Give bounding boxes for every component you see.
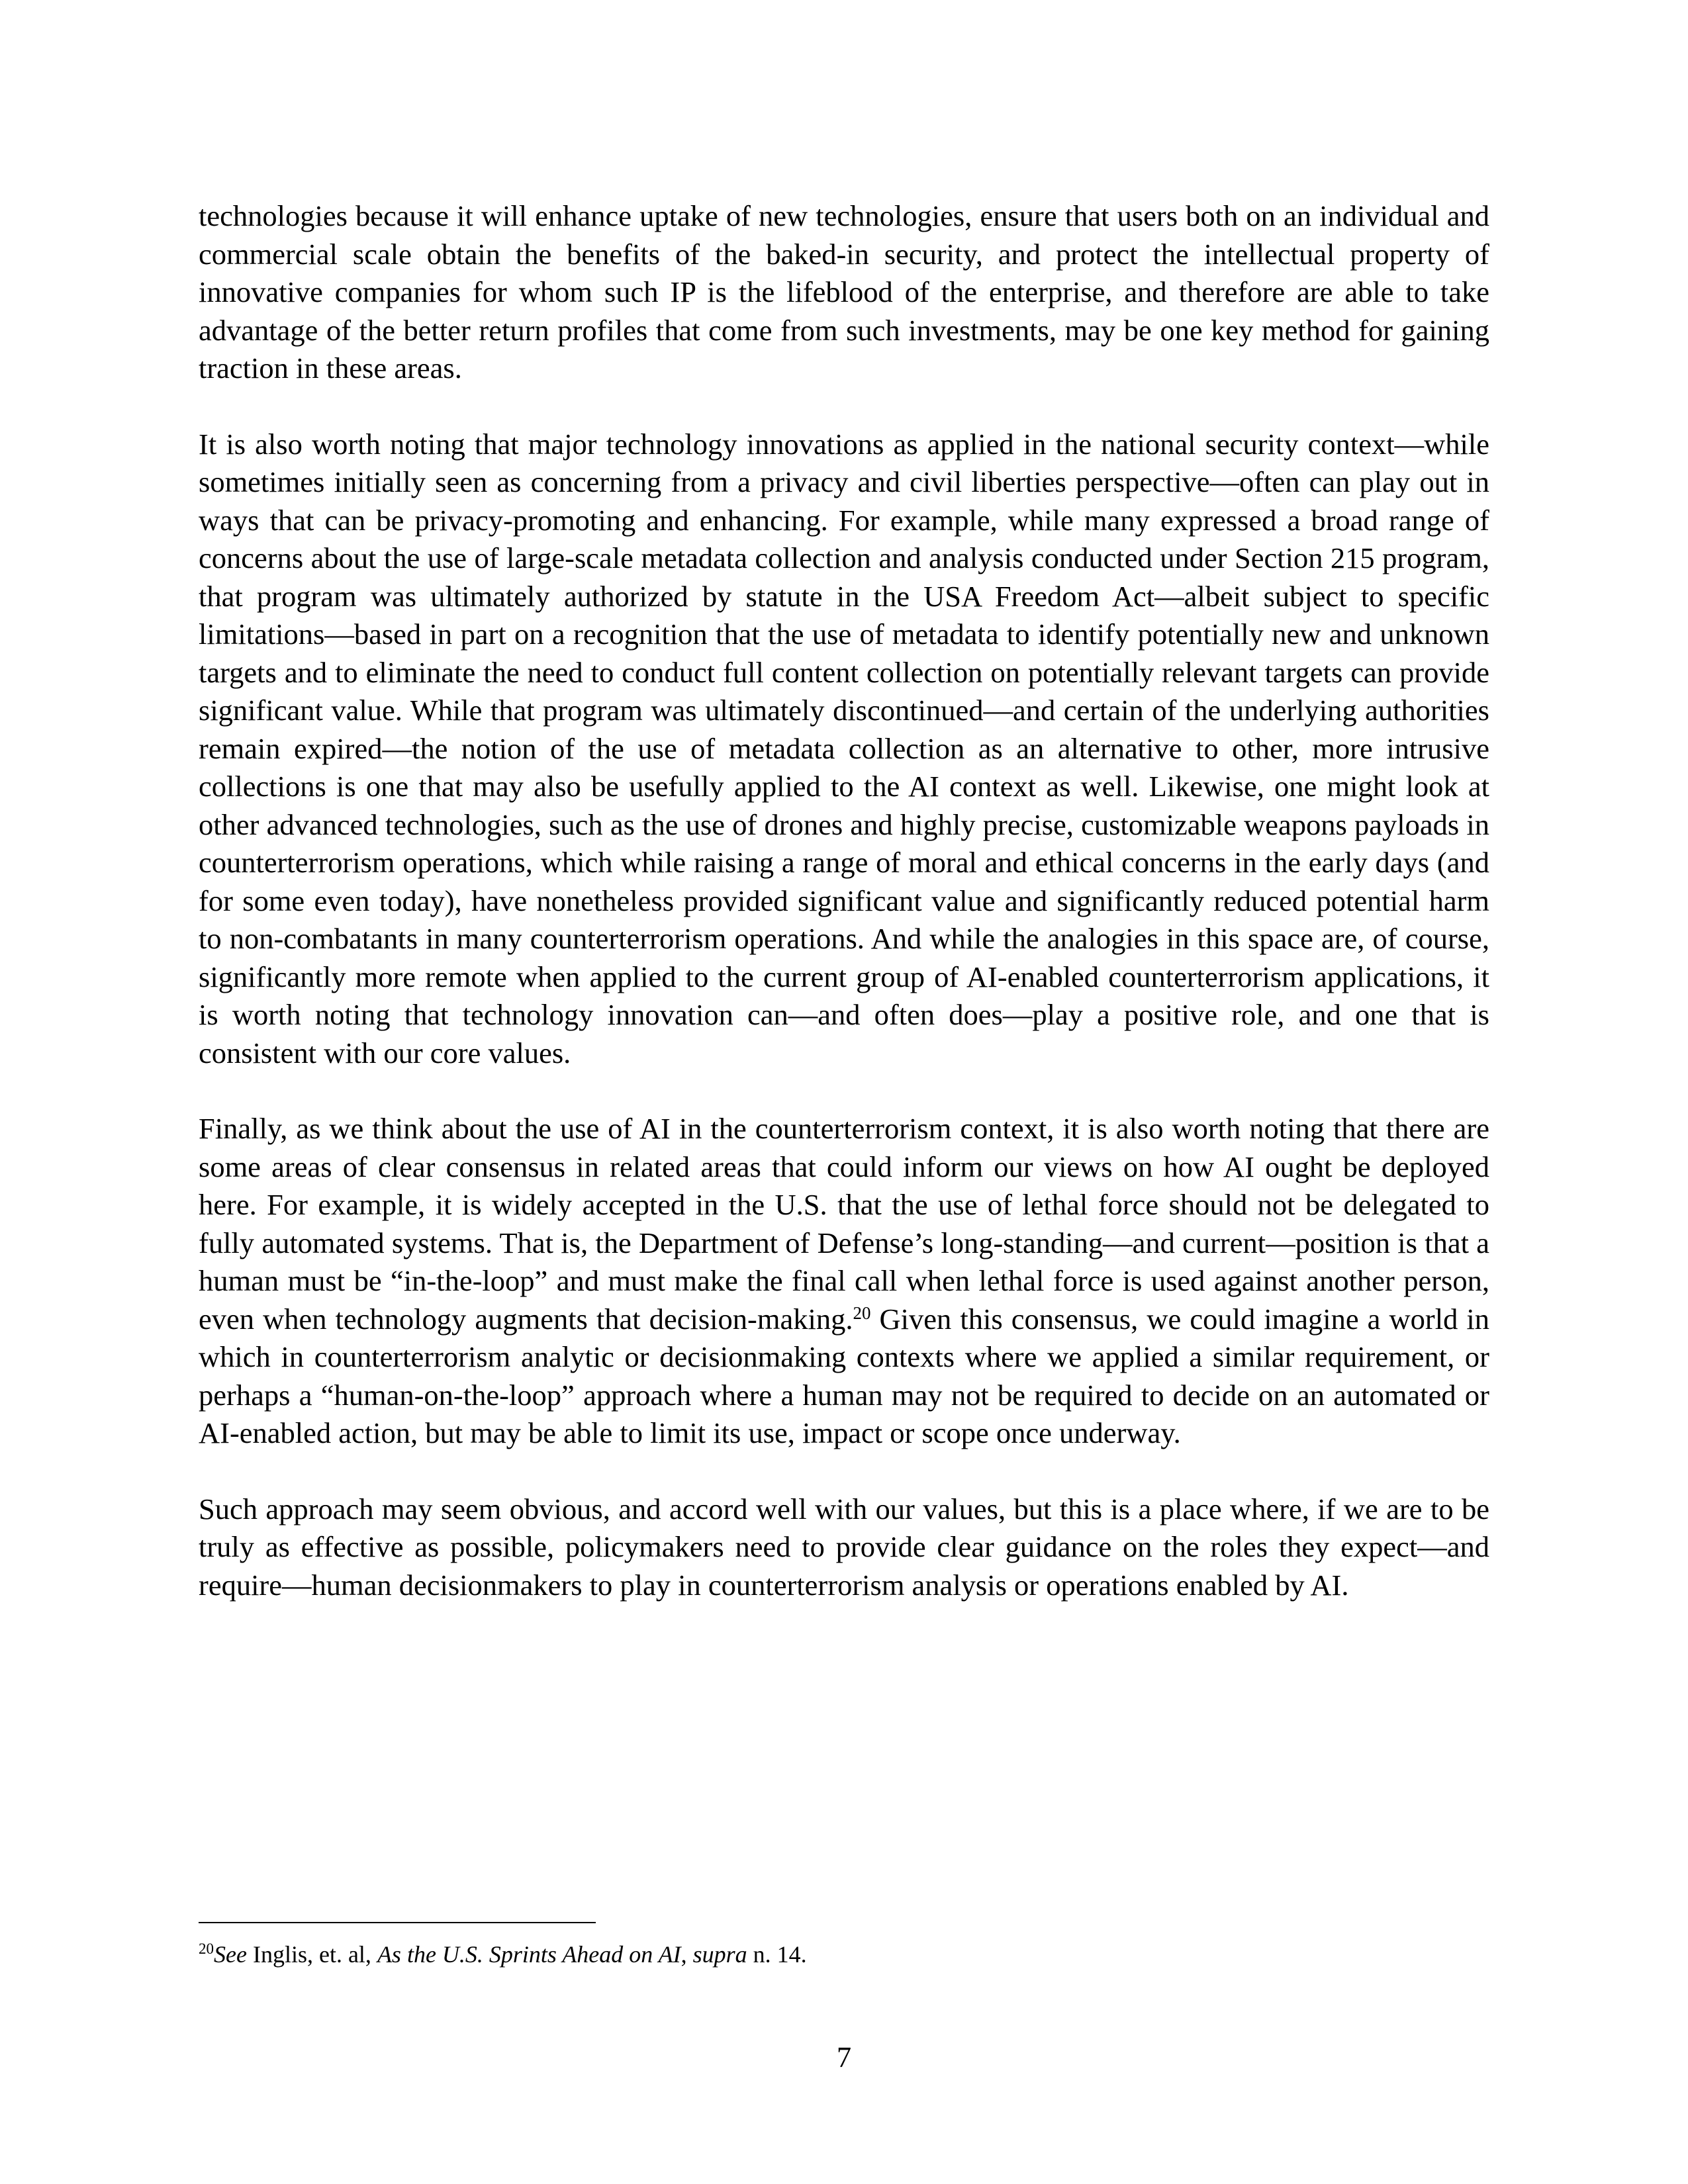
footnote-reference: 20 [853, 1302, 871, 1323]
paragraph-3-text: Finally, as we think about the use of AI in the counterterrorism context, it is also worth noting that there are some areas of clear consensus in related areas that could inform our views on how AI ought be deployed here. For example, it is widely accepted in the U.S. that the use of lethal force should not be delegated to fully automated systems. That is, the Department of Defense’s long-standing—and current—position is that a human must be “in-the-loop” and must make the final call when lethal force is used against another person, even when technology augments that decision-making. [199, 1112, 1489, 1336]
paragraph-1: technologies because it will enhance uptake of new technologies, ensure that users both on an individual and commercial scale obtain the benefits of the baked-in security, and protect the intellectual property of innovative companies for whom such IP is the lifeblood of the enterprise, and therefore are able to take advantage of the better return profiles that come from such investments, may be one key method for gaining traction in these areas. [199, 199, 1489, 385]
footnote-signal: See [214, 1941, 247, 1968]
paragraph-3-text-continued: Given this consensus, we could imagine a world in which in counterterrorism analytic or decisionmaking contexts where we applied a similar requirement, or perhaps a “human-on-the-loop” approach where a human may not be required to decide on an automated or AI-enabled action, but may be able to limit its use, impact or scope once underway. [199, 1302, 1489, 1449]
footnote-number: 20 [199, 1940, 214, 1957]
paragraph-3 [199, 1110, 1489, 1453]
footnote-reference-note: n. 14. [747, 1941, 807, 1968]
paragraph-4: Such approach may seem obvious, and accord well with our values, but this is a place where, if we are to be truly as effective as possible, policymakers need to provide clear guidance on the roles they expect—and require—human decisionmakers to play in counterterrorism analysis or operations enabled by AI. [199, 1492, 1489, 1602]
footnote-supra: supra [692, 1941, 747, 1968]
page-number: 7 [836, 2040, 852, 2073]
footnote-divider [199, 1922, 596, 1923]
body-text [199, 197, 1489, 1642]
paragraph-2: It is also worth noting that major technology innovations as applied in the national security context—while sometimes initially seen as concerning from a privacy and civil liberties perspective—often can play out in ways that can be privacy-promoting and enhancing. For example, while many expressed a broad range of concerns about the use of large-scale metadata collection and analysis conducted under Section 215 program, that program was ultimately authorized by statute in the USA Freedom Act—albeit subject to specific limitations—based in part on a recognition that the use of metadata to identify potentially new and unknown targets and to eliminate the need to conduct full content collection on potentially relevant targets can provide significant value. While that program was ultimately discontinued—and certain of the underlying authorities remain expired—the notion of the use of metadata collection as an alternative to other, more intrusive collections is one that may also be usefully applied to the AI context as well. Likewise, one might look at other advanced technologies, such as the use of drones and highly precise, customizable weapons payloads in counterterrorism operations, which while raising a range of moral and ethical concerns in the early days (and for some even today), have nonetheless provided significant value and significantly reduced potential harm to non-combatants in many counterterrorism operations. And while the analogies in this space are, of course, significantly more remote when applied to the current group of AI-enabled counterterrorism applications, it is worth noting that technology innovation can—and often does—play a positive role, and one that is consistent with our core values. [199, 427, 1489, 1069]
footnote [199, 1939, 1489, 1970]
footnote-title: As the U.S. Sprints Ahead on AI [377, 1941, 681, 1968]
footnote-authors: Inglis, et. al, [246, 1941, 377, 1968]
footnote-separator: , [680, 1941, 693, 1968]
